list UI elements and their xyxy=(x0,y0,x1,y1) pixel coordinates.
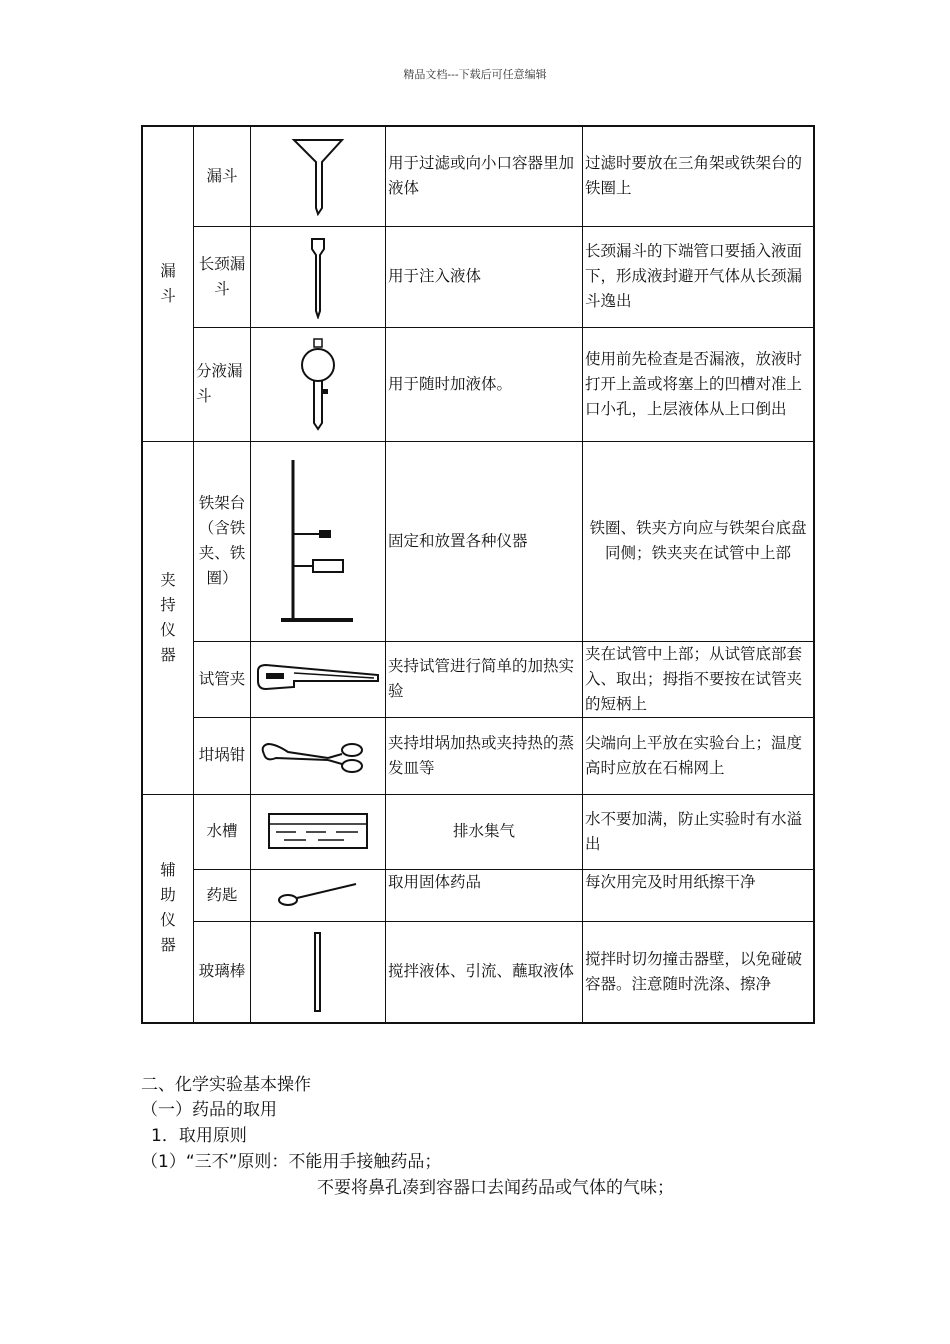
instrument-note: 尖端向上平放在实验台上；温度高时应放在石棉网上 xyxy=(583,717,815,794)
instrument-image xyxy=(251,126,386,226)
instrument-use: 夹持坩埚加热或夹持热的蒸发皿等 xyxy=(386,717,583,794)
table-row xyxy=(142,869,814,921)
table-row xyxy=(142,327,814,441)
instrument-note: 水不要加满，防止实验时有水溢出 xyxy=(583,794,815,869)
instrument-use: 搅拌液体、引流、蘸取液体 xyxy=(386,921,583,1023)
instrument-note: 夹在试管中上部；从试管底部套入、取出；拇指不要按在试管夹的短柄上 xyxy=(583,641,815,717)
instrument-image xyxy=(251,441,386,641)
category-cell xyxy=(142,794,194,1023)
water-trough-icon xyxy=(266,810,370,854)
rule-line-2: 不要将鼻孔凑到容器口去闻药品或气体的气味； xyxy=(317,1178,674,1198)
instrument-image xyxy=(251,794,386,869)
instrument-name: 漏斗 xyxy=(194,126,251,226)
instrument-name: 玻璃棒 xyxy=(194,921,251,1023)
instrument-image xyxy=(251,921,386,1023)
instrument-use: 固定和放置各种仪器 xyxy=(386,441,583,641)
page-header: 精品文档---下载后可任意编辑 xyxy=(403,68,547,81)
spatula-icon xyxy=(276,880,360,910)
separatory-funnel-icon xyxy=(296,337,340,431)
category-label: 辅助仪器 xyxy=(160,861,176,955)
instrument-use: 用于随时加液体。 xyxy=(386,327,583,441)
instrument-name: 长颈漏斗 xyxy=(194,226,251,327)
glass-rod-icon xyxy=(310,930,326,1014)
instrument-image xyxy=(251,641,386,717)
table-row xyxy=(142,794,814,869)
instrument-use: 用于过滤或向小口容器里加液体 xyxy=(386,126,583,226)
instrument-name: 分液漏斗 xyxy=(194,327,251,441)
section-subheading: （一）药品的取用 xyxy=(141,1100,277,1120)
table-row xyxy=(142,921,814,1023)
instrument-image xyxy=(251,869,386,921)
funnel-icon xyxy=(288,136,348,216)
section-item: 1．取用原则 xyxy=(151,1126,247,1146)
instrument-note: 过滤时要放在三角架或铁架台的铁圈上 xyxy=(583,126,815,226)
instrument-image xyxy=(251,717,386,794)
category-cell xyxy=(142,441,194,794)
category-cell xyxy=(142,126,194,441)
instrument-name: 坩埚钳 xyxy=(194,717,251,794)
instrument-name: 铁架台（含铁夹、铁圈） xyxy=(194,441,251,641)
instrument-note: 长颈漏斗的下端管口要插入液面下，形成液封避开气体从长颈漏斗逸出 xyxy=(583,226,815,327)
instrument-use: 取用固体药品 xyxy=(386,869,583,921)
table-row xyxy=(142,717,814,794)
table-row xyxy=(142,441,814,641)
test-tube-holder-icon xyxy=(254,659,382,699)
iron-stand-icon xyxy=(273,456,363,626)
instrument-note: 搅拌时切勿撞击器壁，以免碰破容器。注意随时洗涤、擦净 xyxy=(583,921,815,1023)
crucible-tongs-icon xyxy=(258,736,378,776)
table-row xyxy=(142,126,814,226)
instrument-use: 夹持试管进行简单的加热实验 xyxy=(386,641,583,717)
instrument-image xyxy=(251,327,386,441)
instrument-note: 使用前先检查是否漏液，放液时打开上盖或将塞上的凹槽对准上口小孔，上层液体从上口倒出 xyxy=(583,327,815,441)
instrument-name: 试管夹 xyxy=(194,641,251,717)
instrument-use: 排水集气 xyxy=(386,794,583,869)
instrument-note: 铁圈、铁夹方向应与铁架台底盘同侧；铁夹夹在试管中上部 xyxy=(583,441,815,641)
category-label: 漏斗 xyxy=(160,261,176,305)
category-label: 夹持仪器 xyxy=(160,570,176,664)
rule-line-1: （1）“三不”原则：不能用手接触药品； xyxy=(141,1152,442,1172)
instrument-note: 每次用完及时用纸擦干净 xyxy=(583,869,815,921)
instrument-name: 药匙 xyxy=(194,869,251,921)
instrument-image xyxy=(251,226,386,327)
long-neck-funnel-icon xyxy=(303,235,333,319)
table-row xyxy=(142,226,814,327)
table-row xyxy=(142,641,814,717)
instrument-table xyxy=(141,125,815,1024)
section-heading: 二、化学实验基本操作 xyxy=(141,1075,311,1095)
instrument-name: 水槽 xyxy=(194,794,251,869)
instrument-use: 用于注入液体 xyxy=(386,226,583,327)
